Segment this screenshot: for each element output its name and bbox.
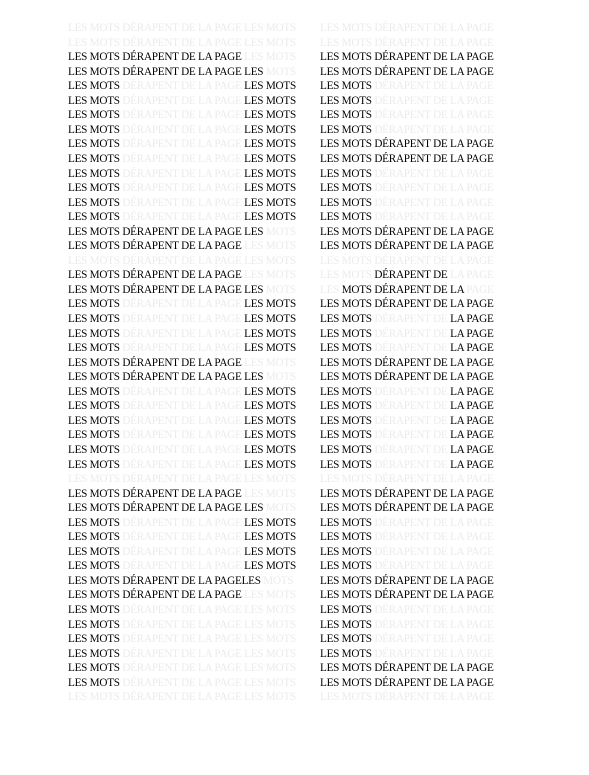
visible-words: LES MOTS	[244, 123, 296, 136]
ghost-words: DÉRAPENT DE LA PAGE	[119, 80, 245, 93]
ghost-words: DÉRAPENT DE LA PAGE	[371, 531, 494, 544]
visible-words: LES MOTS	[68, 109, 120, 122]
ghost-words: LES MOTS DÉRAPENT DE LA PAGE	[320, 36, 494, 49]
poem-line	[320, 225, 505, 240]
ghost-words: MOTS	[263, 502, 296, 515]
visible-words: LES MOTS	[68, 152, 120, 165]
ghost-words: LES MOTS DÉRAPENT DE LA PAGE LES MOTS	[68, 473, 296, 486]
ghost-words: DÉRAPENT DE LA PAGE	[371, 633, 494, 646]
ghost-words: DÉRAPENT DE LA PAGE	[119, 531, 245, 544]
visible-words: LES MOTS DÉRAPENT DE LA PAGE	[320, 51, 494, 64]
visible-words: LES MOTS	[320, 647, 372, 660]
ghost-words: DÉRAPENT DE LA PAGE	[371, 604, 494, 616]
poem-line	[68, 137, 308, 152]
poem-line	[68, 210, 308, 225]
visible-words: LES MOTS	[244, 342, 296, 355]
poem-line	[320, 196, 505, 211]
ghost-words: DÉRAPENT DE LA PAGE	[371, 196, 494, 209]
visible-words: LES MOTS DÉRAPENT DE LA PAGE LES	[68, 502, 264, 515]
ghost-words: DÉRAPENT DE LA PAGE	[119, 94, 245, 107]
visible-words: LES MOTS	[320, 182, 372, 195]
poem-line	[68, 94, 308, 109]
poem-line	[68, 239, 308, 254]
poem-line	[68, 268, 308, 283]
visible-words: LES MOTS	[320, 633, 372, 646]
poem-line	[68, 385, 308, 400]
poem-line	[68, 690, 308, 705]
ghost-words: DÉRAPENT DE LA PAGE LES MOTS	[119, 662, 296, 675]
ghost-words: DÉRAPENT DE LA PAGE LES MOTS	[119, 647, 296, 660]
visible-words: LA PAGE	[450, 414, 494, 427]
visible-words: LES MOTS	[244, 80, 296, 93]
poem-line	[68, 603, 308, 618]
visible-words: LES MOTS DÉRAPENT DE LA PAGE	[320, 138, 494, 151]
poem-line	[320, 36, 505, 51]
visible-words: LES MOTS	[68, 429, 120, 442]
poem-line	[68, 458, 308, 473]
poem-line	[320, 312, 505, 327]
visible-words: LES MOTS	[320, 211, 372, 224]
poem-line	[68, 545, 308, 560]
poem-line	[320, 21, 505, 36]
visible-words: LES MOTS DÉRAPENT DE LA PAGE LES	[68, 65, 264, 78]
ghost-words: DÉRAPENT DE	[371, 313, 451, 325]
ghost-words: LA PAGE	[447, 269, 494, 282]
ghost-words: DÉRAPENT DE LA PAGE	[371, 167, 494, 180]
visible-words: LES MOTS	[68, 633, 120, 646]
poem-line	[320, 50, 505, 65]
visible-words: LES MOTS	[68, 400, 120, 413]
poem-line	[320, 443, 505, 458]
ghost-words: DÉRAPENT DE LA PAGE	[119, 385, 245, 398]
visible-words: LES MOTS	[320, 167, 372, 180]
visible-words: LES MOTS	[68, 182, 120, 195]
poem-line	[320, 472, 505, 487]
poem-line	[320, 108, 505, 123]
visible-words: LES MOTS	[68, 458, 120, 471]
visible-words: LES MOTS DÉRAPENT DE LA PAGE	[320, 662, 494, 675]
poem-line	[320, 283, 505, 298]
poem-line	[320, 487, 505, 502]
poem-line	[68, 36, 308, 51]
poem-line	[320, 414, 505, 429]
poem-line	[320, 516, 505, 531]
visible-words: LES MOTS DÉRAPENT DE LA PAGE	[320, 225, 494, 238]
visible-words: LES MOTS	[244, 531, 296, 544]
ghost-words: LES MOTS DÉRAPENT DE LA PAGE	[320, 473, 494, 486]
poem-line	[68, 283, 308, 298]
poem-line	[68, 487, 308, 502]
visible-words: LES MOTS	[244, 138, 296, 151]
poem-line	[320, 341, 505, 356]
ghost-words: MOTS	[263, 371, 296, 384]
visible-words: LES MOTS DÉRAPENT DE LA PAGE	[320, 676, 494, 689]
visible-words: LES MOTS	[320, 458, 372, 471]
poem-line	[68, 632, 308, 647]
ghost-words: DÉRAPENT DE LA PAGE	[119, 342, 245, 355]
ghost-words: DÉRAPENT DE	[371, 327, 451, 340]
poem-line	[320, 574, 505, 589]
visible-words: LES MOTS	[244, 400, 296, 413]
visible-words: LES MOTS	[68, 414, 120, 427]
ghost-words: LES MOTS DÉRAPENT DE LA PAGE	[320, 691, 494, 704]
ghost-words: LES MOTS DÉRAPENT DE LA PAGE LES MOTS	[68, 22, 296, 34]
visible-words: LES MOTS DÉRAPENT DE LA PAGE	[68, 487, 242, 500]
ghost-words: LES MOTS DÉRAPENT DE LA PAGE	[320, 22, 494, 34]
visible-words: DÉRAPENT DE	[374, 269, 448, 282]
visible-words: LES MOTS	[320, 313, 372, 325]
visible-words: LES MOTS DÉRAPENT DE LA PAGE LES	[68, 283, 264, 296]
ghost-words: DÉRAPENT DE LA PAGE	[371, 94, 494, 107]
ghost-words: DÉRAPENT DE LA PAGE LES MOTS	[119, 633, 296, 646]
visible-words: LES MOTS	[244, 458, 296, 471]
ghost-words: DÉRAPENT DE LA PAGE	[119, 211, 245, 224]
visible-words: LES MOTS DÉRAPENT DE LA PAGE	[320, 152, 494, 165]
poem-line	[68, 50, 308, 65]
visible-words: LES MOTS DÉRAPENT DE LA PAGE	[320, 574, 494, 587]
poem-line	[68, 414, 308, 429]
visible-words: LES MOTS	[68, 167, 120, 180]
ghost-words: DÉRAPENT DE LA PAGE	[371, 182, 494, 195]
poem-line	[68, 196, 308, 211]
visible-words: LES MOTS	[68, 313, 120, 325]
visible-words: LES MOTS	[320, 109, 372, 122]
poem-line	[320, 676, 505, 691]
poem-line	[320, 239, 505, 254]
poem-line	[320, 530, 505, 545]
poem-line	[68, 152, 308, 167]
poem-line	[320, 545, 505, 560]
visible-words: LES MOTS	[244, 414, 296, 427]
visible-words: LES MOTS	[244, 182, 296, 195]
ghost-words: MOTS	[263, 225, 296, 238]
ghost-words: DÉRAPENT DE LA PAGE	[119, 182, 245, 195]
poem-line	[320, 356, 505, 371]
poem-line	[320, 327, 505, 342]
visible-words: LES MOTS	[68, 545, 120, 558]
ghost-words: DÉRAPENT DE	[371, 400, 451, 413]
poem-line	[68, 661, 308, 676]
poem-line	[320, 123, 505, 138]
visible-words: LES MOTS DÉRAPENT DE LA PAGE	[320, 589, 494, 602]
visible-words: LES MOTS	[320, 123, 372, 136]
visible-words: LES MOTS	[68, 560, 120, 573]
poem-line	[320, 94, 505, 109]
visible-words: LES MOTS DÉRAPENT DE LA PAGE	[68, 240, 242, 253]
poem-line	[320, 428, 505, 443]
ghost-words: DÉRAPENT DE LA PAGE	[371, 80, 494, 93]
ghost-words: LES MOTS	[241, 51, 296, 64]
visible-words: LES MOTS	[68, 80, 120, 93]
visible-words: LES MOTS	[244, 385, 296, 398]
poem-line	[68, 167, 308, 182]
poem-line	[320, 690, 505, 705]
visible-words: LES MOTS	[68, 647, 120, 660]
visible-words: LES MOTS	[320, 560, 372, 573]
visible-words: LES MOTS	[68, 327, 120, 340]
poem-line	[68, 356, 308, 371]
poem-line	[320, 458, 505, 473]
visible-words: LES MOTS	[244, 443, 296, 456]
ghost-words: LES MOTS	[241, 269, 296, 282]
visible-words: LES MOTS	[244, 211, 296, 224]
visible-words: LES MOTS	[68, 94, 120, 107]
ghost-words: LES MOTS	[320, 269, 375, 282]
visible-words: LES MOTS	[68, 196, 120, 209]
visible-words: LES MOTS DÉRAPENT DE LA PAGE	[320, 356, 494, 369]
visible-words: LES MOTS	[68, 604, 120, 616]
visible-words: LES MOTS	[244, 429, 296, 442]
poem-line	[68, 225, 308, 240]
visible-words: LES MOTS	[320, 531, 372, 544]
poem-line	[320, 399, 505, 414]
ghost-words: DÉRAPENT DE	[371, 385, 451, 398]
poem-line	[320, 632, 505, 647]
visible-words: LES MOTS	[244, 560, 296, 573]
visible-words: LES MOTS	[68, 662, 120, 675]
ghost-words: DÉRAPENT DE	[371, 414, 451, 427]
poem-line	[68, 370, 308, 385]
ghost-words: DÉRAPENT DE LA PAGE	[371, 516, 494, 529]
visible-words: LES MOTS	[68, 385, 120, 398]
visible-words: LES MOTS	[68, 618, 120, 631]
ghost-words: DÉRAPENT DE LA PAGE LES MOTS	[119, 618, 296, 631]
ghost-words: DÉRAPENT DE LA PAGE LES MOTS	[119, 676, 296, 689]
poem-line	[68, 588, 308, 603]
ghost-words: DÉRAPENT DE	[371, 342, 451, 355]
ghost-words: DÉRAPENT DE LA PAGE	[119, 167, 245, 180]
ghost-words: DÉRAPENT DE LA PAGE	[119, 196, 245, 209]
visible-words: LES MOTS	[320, 94, 372, 107]
poem-line	[320, 137, 505, 152]
ghost-words: DÉRAPENT DE LA PAGE	[371, 618, 494, 631]
visible-words: LES MOTS	[68, 516, 120, 529]
poem-line	[68, 443, 308, 458]
visible-words: LA PAGE	[450, 385, 494, 398]
ghost-words: LES MOTS	[241, 356, 296, 369]
poem-line	[68, 399, 308, 414]
visible-words: LES MOTS	[68, 138, 120, 151]
poem-line	[320, 501, 505, 516]
poem-line	[320, 385, 505, 400]
poem-line	[320, 370, 505, 385]
poem-line	[320, 268, 505, 283]
visible-words: LES MOTS	[244, 545, 296, 558]
visible-words: LES MOTS DÉRAPENT DE LA PAGE	[68, 269, 242, 282]
ghost-words: DÉRAPENT DE LA PAGE	[119, 123, 245, 136]
visible-words: LES MOTS	[244, 298, 296, 311]
ghost-words: DÉRAPENT DE LA PAGE	[119, 313, 245, 325]
poem-line	[68, 676, 308, 691]
poem-line	[68, 297, 308, 312]
ghost-words: DÉRAPENT DE LA PAGE	[119, 152, 245, 165]
visible-words: LES MOTS DÉRAPENT DE LA PAGE LES	[68, 225, 264, 238]
visible-words: LES MOTS	[320, 545, 372, 558]
visible-words: LES MOTS DÉRAPENT DE LA PAGELES	[68, 574, 261, 587]
poem-line	[320, 559, 505, 574]
poem-line	[68, 327, 308, 342]
visible-words: LES MOTS	[68, 531, 120, 544]
poem-line	[68, 647, 308, 662]
poem-line	[68, 574, 308, 589]
visible-words: LES MOTS DÉRAPENT DE LA PAGE	[68, 51, 242, 64]
ghost-words: DÉRAPENT DE LA PAGE	[119, 298, 245, 311]
visible-words: LES MOTS DÉRAPENT DE LA PAGE	[320, 65, 494, 78]
ghost-words: DÉRAPENT DE LA PAGE	[119, 138, 245, 151]
visible-words: LES MOTS	[320, 414, 372, 427]
visible-words: LES MOTS DÉRAPENT DE LA PAGE	[320, 298, 494, 311]
poem-line	[320, 661, 505, 676]
poem-line	[320, 603, 505, 618]
poem-line	[320, 297, 505, 312]
visible-words: LA PAGE	[450, 327, 494, 340]
poem-line	[320, 167, 505, 182]
ghost-words: MOTS	[263, 283, 296, 296]
visible-words: MOTS DÉRAPENT DE LA	[341, 283, 464, 296]
visible-words: LES MOTS	[320, 429, 372, 442]
ghost-words: LES MOTS	[241, 487, 296, 500]
ghost-words: LES MOTS DÉRAPENT DE LA PAGE LES MOTS	[68, 254, 296, 267]
visible-words: LES MOTS	[244, 109, 296, 122]
poem-line	[68, 559, 308, 574]
ghost-words: DÉRAPENT DE LA PAGE	[119, 560, 245, 573]
visible-words: LES MOTS	[320, 327, 372, 340]
ghost-words: LES MOTS DÉRAPENT DE LA PAGE LES MOTS	[68, 691, 296, 704]
poem-line	[68, 516, 308, 531]
visible-words: LES MOTS	[320, 400, 372, 413]
visible-words: LES MOTS	[244, 196, 296, 209]
visible-words: LA PAGE	[450, 429, 494, 442]
visible-words: LES MOTS	[320, 80, 372, 93]
visible-words: LES MOTS	[68, 443, 120, 456]
poem-line	[68, 21, 308, 36]
visible-words: LES MOTS	[320, 516, 372, 529]
visible-words: LA PAGE	[450, 400, 494, 413]
poem-line	[320, 254, 505, 269]
poem-line	[320, 65, 505, 80]
ghost-words: DÉRAPENT DE LA PAGE	[119, 545, 245, 558]
ghost-words: LES MOTS DÉRAPENT DE LA PAGE LES MOTS	[68, 36, 296, 49]
visible-words: LES MOTS	[244, 327, 296, 340]
ghost-words: DÉRAPENT DE LA PAGE	[119, 458, 245, 471]
poem-line	[68, 254, 308, 269]
visible-words: LES MOTS DÉRAPENT DE LA PAGE	[320, 371, 494, 384]
visible-words: LA PAGE	[450, 458, 494, 471]
ghost-words: DÉRAPENT DE LA PAGE	[119, 516, 245, 529]
poem-line	[68, 341, 308, 356]
visible-words: LES MOTS	[68, 211, 120, 224]
poem-line	[68, 123, 308, 138]
ghost-words: LES MOTS DÉRAPENT DE LA PAGE	[320, 254, 494, 267]
poem-line	[320, 647, 505, 662]
visible-words: LES MOTS DÉRAPENT DE LA PAGE	[68, 589, 242, 602]
ghost-words: DÉRAPENT DE	[371, 458, 451, 471]
ghost-words: DÉRAPENT DE LA PAGE	[119, 443, 245, 456]
ghost-words: DÉRAPENT DE LA PAGE	[371, 109, 494, 122]
visible-words: LES MOTS DÉRAPENT DE LA PAGE LES	[68, 371, 264, 384]
ghost-words: LES	[320, 283, 342, 296]
visible-words: LES MOTS	[244, 516, 296, 529]
visible-words: LES MOTS	[68, 676, 120, 689]
poem-line	[320, 210, 505, 225]
poem-line	[68, 312, 308, 327]
poem-line	[68, 79, 308, 94]
ghost-words: DÉRAPENT DE LA PAGE	[119, 400, 245, 413]
visible-words: LES MOTS	[244, 167, 296, 180]
ghost-words: DÉRAPENT DE LA PAGE	[119, 109, 245, 122]
ghost-words: DÉRAPENT DE LA PAGE	[371, 545, 494, 558]
ghost-words: DÉRAPENT DE LA PAGE	[371, 211, 494, 224]
ghost-words: DÉRAPENT DE LA PAGE	[119, 414, 245, 427]
poem-line	[68, 501, 308, 516]
visible-words: LES MOTS DÉRAPENT DE LA PAGE	[320, 240, 494, 253]
visible-words: LES MOTS	[244, 313, 296, 325]
ghost-words: DÉRAPENT DE	[371, 429, 451, 442]
ghost-words: DÉRAPENT DE LA PAGE	[371, 123, 494, 136]
poem-line	[68, 428, 308, 443]
poem-line	[68, 472, 308, 487]
visible-words: LES MOTS	[244, 94, 296, 107]
visible-words: LES MOTS	[244, 152, 296, 165]
visible-words: LES MOTS	[320, 385, 372, 398]
poem-line	[68, 618, 308, 633]
visible-words: LES MOTS	[68, 298, 120, 311]
poem-line	[320, 588, 505, 603]
visible-words: LES MOTS	[320, 443, 372, 456]
visible-words: LES MOTS	[320, 604, 372, 616]
ghost-words: DÉRAPENT DE LA PAGE	[371, 647, 494, 660]
visible-words: LES MOTS DÉRAPENT DE LA PAGE	[320, 502, 494, 515]
poem-line	[68, 181, 308, 196]
visible-words: LA PAGE	[450, 443, 494, 456]
visible-words: LA PAGE	[450, 342, 494, 355]
poem-line	[320, 152, 505, 167]
visible-words: LES MOTS	[320, 196, 372, 209]
ghost-words: DÉRAPENT DE	[371, 443, 451, 456]
ghost-words: DÉRAPENT DE LA PAGE	[371, 560, 494, 573]
ghost-words: LES MOTS	[241, 589, 296, 602]
visible-words: LA PAGE	[450, 313, 494, 325]
ghost-words: MOTS	[263, 65, 296, 78]
ghost-words: PAGE	[463, 283, 494, 296]
poem-line	[68, 530, 308, 545]
ghost-words: DÉRAPENT DE LA PAGE	[119, 327, 245, 340]
ghost-words: LES MOTS	[241, 240, 296, 253]
visible-words: LES MOTS	[320, 618, 372, 631]
visible-words: LES MOTS	[68, 342, 120, 355]
visible-words: LES MOTS	[320, 342, 372, 355]
poem-line	[68, 108, 308, 123]
ghost-words: DÉRAPENT DE LA PAGE	[119, 429, 245, 442]
ghost-words: MOTS	[260, 574, 294, 587]
visible-words: LES MOTS DÉRAPENT DE LA PAGE	[320, 487, 494, 500]
poem-line	[320, 618, 505, 633]
poem-line	[320, 181, 505, 196]
visible-words: LES MOTS DÉRAPENT DE LA PAGE	[68, 356, 242, 369]
poem-line	[320, 79, 505, 94]
ghost-words: DÉRAPENT DE LA PAGE LES MOTS	[119, 604, 296, 616]
poem-line	[68, 65, 308, 80]
visible-words: LES MOTS	[68, 123, 120, 136]
